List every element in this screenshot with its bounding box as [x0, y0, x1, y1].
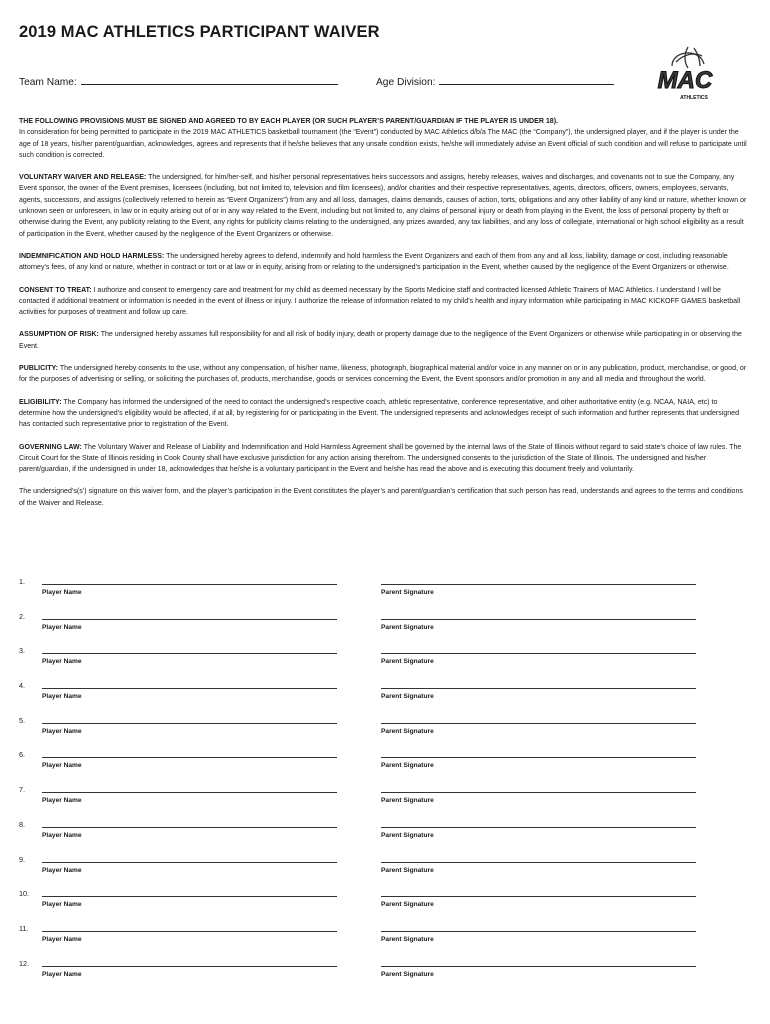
team-name-label: Team Name: [19, 77, 77, 88]
team-name-field[interactable] [19, 74, 338, 88]
player-name-label: Player Name [42, 970, 82, 978]
waiver-section [19, 285, 749, 319]
row-number: 7. [19, 785, 25, 795]
row-number: 10. [19, 889, 29, 899]
waiver-section [19, 329, 749, 352]
section-heading: INDEMNIFICATION AND HOLD HARMLESS: [19, 252, 165, 260]
player-name-label: Player Name [42, 589, 82, 596]
intro-heading: THE FOLLOWING PROVISIONS MUST BE SIGNED AND AGREED TO BY EACH PLAYER (OR SUCH PLAYER’S PARENT/GUARDIAN IF THE PLAYER IS UNDER 18). [19, 118, 559, 125]
age-division-field[interactable] [376, 74, 614, 88]
parent-signature-line[interactable] [381, 653, 696, 654]
section-heading: ASSUMPTION OF RISK: [19, 331, 99, 339]
basketball-icon [672, 47, 704, 68]
player-name-label: Player Name [42, 693, 82, 701]
player-name-line[interactable] [42, 862, 337, 863]
parent-signature-label: Parent Signature [381, 623, 434, 631]
signature-row [19, 820, 749, 855]
signature-row [19, 785, 749, 820]
section-text: The Company has informed the undersigned of the need to contact the undersigned’s respective coach, athletic representative, conference representative, and other authoritative entity (e.g. NCAA, NAIA, etc) to determine how the undersigned’s eligibility would be affected, if at all, by registering for or participating in the Event. The undersigned represents and acknowledges receipt of such information and further represents that undersigned has contacted such representative prior to registration of the Event. [19, 398, 739, 429]
waiver-section [19, 363, 749, 386]
section-heading: GOVERNING LAW: [19, 443, 82, 451]
row-number: 12. [19, 958, 29, 968]
signature-row [19, 646, 749, 681]
parent-signature-label: Parent Signature [381, 797, 434, 805]
player-name-label: Player Name [42, 797, 82, 805]
parent-signature-label: Parent Signature [381, 727, 434, 735]
row-number: 5. [19, 715, 25, 725]
section-heading: VOLUNTARY WAIVER AND RELEASE: [19, 174, 147, 182]
parent-signature-line[interactable] [381, 827, 696, 828]
parent-signature-label: Parent Signature [381, 693, 434, 701]
section-text: The undersigned, for him/her-self, and his/her personal representatives heirs successors and assigns, hereby releases, waives and discharges, and covenants not to sue the Company, any Event sponsor, the owner of the Event premises, licensees (including, but not limited to, television and film licensees), and/or charities and their respective representatives, agents, directors, officers, owners, employees, servants, agents, successors, and assigns (collectively referred to herein as “Event Organizers”) from any and all loss, damages, claims demands, causes of action, torts, obligations and any other liability of any kind or nature, whether known or unknown seen or unforeseen, in law or in equity arising out of or in any way related to the Event, including but not limited to, any claims of personal injury or death from playing in the Event, the loss of personal property by theft or otherwise during the Event, any publicity relating to the Event, any rights for publicity claims relating to the undersigned, any prizes awarded, any tax liabilities, and any loss of collegiate, international or high school eligibility as a result of participation in the Event, whether caused by the negligence of the Event Organizers or otherwise. [19, 174, 747, 238]
signature-row [19, 889, 749, 924]
signature-row [19, 716, 749, 751]
parent-signature-label: Parent Signature [381, 831, 434, 839]
parent-signature-label: Parent Signature [381, 866, 434, 874]
row-number: 11. [19, 923, 29, 933]
row-number: 4. [19, 681, 25, 691]
waiver-section [19, 251, 749, 274]
signature-row [19, 959, 749, 994]
page-title: 2019 MAC ATHLETICS PARTICIPANT WAIVER [19, 23, 380, 41]
section-text: The undersigned hereby consents to the use, without any compensation, of his/her name, likeness, photograph, biographical material and/or voice in any manner on or in any publication, product, merchandise, or good, or for the purposes of advertising or selling, or soliciting the purchases of, products, merchandise, goods or services concerning the Event, the Event sponsors and/or promotion in any and all media and throughout the world. [19, 365, 747, 384]
player-name-line[interactable] [42, 619, 337, 620]
logo-sub-text: ATHLETICS [680, 95, 708, 101]
player-name-line[interactable] [42, 757, 337, 758]
waiver-section [19, 397, 749, 431]
player-name-line[interactable] [42, 584, 337, 585]
section-text: The undersigned’s(s’) signature on this waiver form, and the player’s participation in the Event constitutes the player’s and parent/guardian’s certification that such person has read, understands and agrees to the terms and conditions of the Waiver and Release. [19, 488, 743, 507]
player-name-label: Player Name [42, 658, 82, 666]
row-number: 6. [19, 750, 25, 760]
parent-signature-label: Parent Signature [381, 658, 434, 666]
player-name-line[interactable] [42, 792, 337, 793]
section-heading: CONSENT TO TREAT: [19, 286, 92, 294]
age-division-line[interactable] [439, 74, 614, 85]
player-name-label: Player Name [42, 727, 82, 735]
section-text: The undersigned hereby agrees to defend, indemnify and hold harmless the Event Organizers and each of them from any and all loss, liability, damage or cost, including reasonable attorney’s fees, of any kind or nature, whether in contract or tort or at law or in equity, arising from or relating to the undersigned’s participation in the Event, whether caused by the negligence of the Event Organizers or otherwise. [19, 252, 729, 272]
waiver-sections [19, 172, 749, 509]
player-name-label: Player Name [42, 935, 82, 943]
player-name-label: Player Name [42, 831, 82, 839]
player-name-label: Player Name [42, 623, 82, 631]
player-name-line[interactable] [42, 723, 337, 724]
signature-row [19, 750, 749, 785]
player-name-label: Player Name [42, 762, 82, 770]
waiver-section [19, 172, 749, 240]
parent-signature-line[interactable] [381, 931, 696, 932]
player-name-line[interactable] [42, 688, 337, 689]
mac-athletics-logo [654, 44, 716, 102]
parent-signature-line[interactable] [381, 723, 696, 724]
waiver-body [19, 116, 749, 520]
logo-main-text: MAC [657, 67, 713, 94]
parent-signature-line[interactable] [381, 584, 696, 585]
parent-signature-line[interactable] [381, 966, 696, 967]
section-text: The Voluntary Waiver and Release of Liability and Indemnification and Hold Harmless Agreement shall be governed by the internal laws of the State of Illinois without regard to said state’s choice of law rules. The Circuit Court for the State of Illinois residing in Cook County shall have exclusive jurisdiction for any action arising therefrom. The undersigned consents to the jurisdiction of the State of Illinois. The undersigned and his/her parent/guardian, if the undersigned in under 18, acknowledges that he/she is a voluntary participant in the Event and he/she has read the above and is executing this document freely and voluntarily. [19, 443, 742, 474]
row-number: 8. [19, 819, 25, 829]
parent-signature-line[interactable] [381, 896, 696, 897]
intro-text: In consideration for being permitted to participate in the 2019 MAC ATHLETICS basketball tournament (the “Event”) conducted by MAC Athletics d/b/a The MAC (the “Company”), the undersigned player, and if the player is under the age of 18 years, his/her parent/guardian, acknowledges, agrees and represents that if he/she believes that any unsafe condition exists, he/she will immediately advise an Event official of such condition and will refuse to participate until such condition is corrected. [19, 129, 747, 159]
signature-row [19, 612, 749, 647]
row-number: 2. [19, 611, 25, 621]
age-division-label: Age Division: [376, 77, 436, 88]
team-name-line[interactable] [81, 74, 338, 85]
section-text: The undersigned hereby assumes full responsibility for and all risk of bodily injury, death or property damage due to the negligence of the Event Organizers or otherwise while participating in or observing the Event. [19, 331, 742, 350]
signature-row [19, 577, 749, 612]
player-name-line[interactable] [42, 827, 337, 828]
player-name-line[interactable] [42, 653, 337, 654]
parent-signature-line[interactable] [381, 688, 696, 689]
signature-row [19, 924, 749, 959]
parent-signature-line[interactable] [381, 619, 696, 620]
section-text: I authorize and consent to emergency care and treatment for my child as deemed necessary by the Sports Medicine staff and contracted licensed Athletic Trainers of MAC Athletics. I understand I will be contacted if additional treatment or information is needed in the event of illness or injury. I authorize the release of information related to my child’s health and injury information while participating in MAC KICKOFF GAMES basketball activities for purposes of treatment and follow up care. [19, 286, 741, 317]
player-name-label: Player Name [42, 866, 82, 874]
signature-block [19, 577, 749, 993]
row-number: 9. [19, 854, 25, 864]
section-heading: PUBLICITY: [19, 365, 59, 373]
signature-row [19, 855, 749, 890]
parent-signature-line[interactable] [381, 757, 696, 758]
waiver-section [19, 442, 749, 476]
parent-signature-label: Parent Signature [381, 970, 434, 978]
signature-row [19, 681, 749, 716]
waiver-section [19, 486, 749, 509]
parent-signature-label: Parent Signature [381, 901, 434, 909]
player-name-line[interactable] [42, 931, 337, 932]
player-name-label: Player Name [42, 901, 82, 909]
player-name-line[interactable] [42, 966, 337, 967]
row-number: 1. [19, 577, 25, 586]
parent-signature-label: Parent Signature [381, 935, 434, 943]
parent-signature-line[interactable] [381, 792, 696, 793]
parent-signature-label: Parent Signature [381, 762, 434, 770]
parent-signature-label: Parent Signature [381, 589, 434, 596]
parent-signature-line[interactable] [381, 862, 696, 863]
section-heading: ELIGIBILITY: [19, 398, 62, 406]
row-number: 3. [19, 646, 25, 656]
player-name-line[interactable] [42, 896, 337, 897]
